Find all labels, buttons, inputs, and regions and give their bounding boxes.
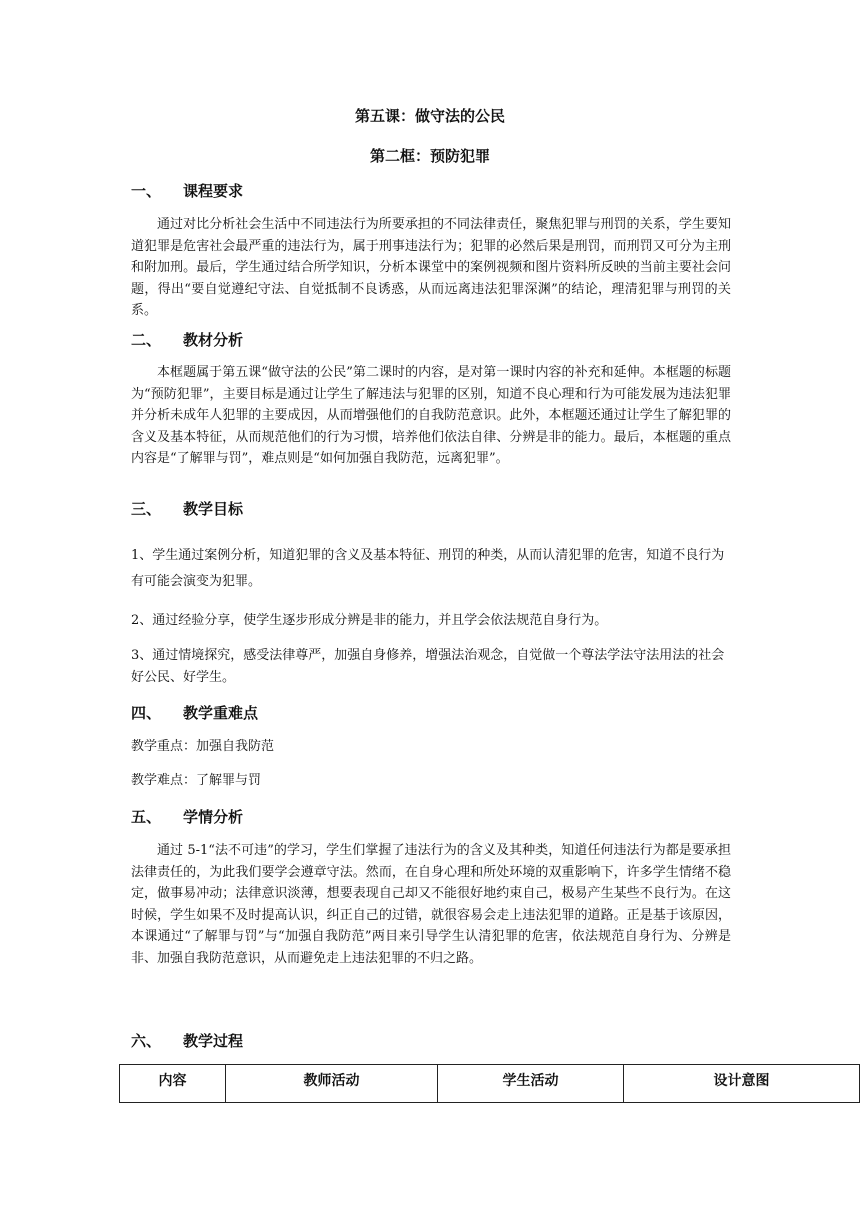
- objective-item: 3、通过情境探究，感受法律尊严，加强自身修养，增强法治观念，自觉做一个尊法学法守法用法的社会好公民、好学生。: [131, 648, 725, 685]
- table-header-row: [120, 1065, 860, 1103]
- section-number: 六、: [131, 1032, 162, 1050]
- section-paragraph: 本框题属于第五课“做守法的公民”第二课时的内容，是对第一课时内容的补充和延伸。本框题的标题为“预防犯罪”，主要目标是通过让学生了解违法与犯罪的区别，知道不良心理和行为可能发展为违法犯罪并分析未成年人犯罪的主要成因，从而增强他们的自我防范意识。此外，本框题还通过让学生了解犯罪的含义及基本特征，从而规范他们的行为习惯，培养他们依法自律、分辨是非的能力。最后，本框题的重点内容是“了解罪与罚”，难点则是“如何加强自我防范，远离犯罪”。: [131, 365, 731, 467]
- objective-item: 2、通过经验分享，使学生逐步形成分辨是非的能力，并且学会依法规范自身行为。: [131, 613, 608, 628]
- section-title: 教学过程: [183, 1032, 244, 1050]
- section-number: 一、: [131, 182, 162, 200]
- section-heading: [131, 329, 243, 350]
- section-paragraph: 通过 5-1“法不可违”的学习，学生们掌握了违法行为的含义及其种类，知道任何违法行为都是要承担法律责任的，为此我们要学会遵章守法。然而，在自身心理和所处环境的双重影响下，许多学生情绪不稳定，做事易冲动；法律意识淡薄，想要表现自己却又不能很好地约束自己，极易产生某些不良行为。在这时候，学生如果不及时提高认识，纠正自己的过错，就很容易会走上违法犯罪的道路。正是基于该原因，本课通过“了解罪与罚”与“加强自我防范”两目来引导学生认清犯罪的危害，依法规范自身行为、分辨是非、加强自我防范意识，从而避免走上违法犯罪的不归之路。: [131, 843, 731, 966]
- section-heading: [131, 498, 243, 519]
- column-header-student-activity: 学生活动: [438, 1065, 624, 1103]
- objective-item: 1、学生通过案例分析，知道犯罪的含义及基本特征、刑罚的种类，从而认清犯罪的危害，知道不良行为有可能会演变为犯罪。: [131, 548, 725, 589]
- section-heading: [131, 806, 243, 827]
- key-point: 教学重点：加强自我防范: [131, 739, 275, 754]
- section-number: 四、: [131, 704, 162, 722]
- column-header-design-intent: 设计意图: [624, 1065, 860, 1103]
- section-number: 五、: [131, 808, 162, 826]
- lesson-subtitle: 第二框：预防犯罪: [369, 147, 490, 165]
- section-title: 学情分析: [183, 808, 244, 826]
- section-heading: [131, 180, 243, 201]
- difficult-point: 教学难点：了解罪与罚: [131, 773, 262, 788]
- teaching-process-table: [119, 1064, 860, 1103]
- lesson-title: 第五课：做守法的公民: [354, 107, 505, 125]
- column-header-content: 内容: [120, 1065, 226, 1103]
- section-title: 教学目标: [183, 500, 244, 518]
- section-title: 课程要求: [183, 182, 244, 200]
- section-number: 二、: [131, 331, 162, 349]
- section-heading: [131, 702, 258, 723]
- section-title: 教材分析: [183, 331, 244, 349]
- section-title: 教学重难点: [183, 704, 259, 722]
- section-heading: [131, 1030, 243, 1051]
- section-number: 三、: [131, 500, 162, 518]
- column-header-teacher-activity: 教师活动: [226, 1065, 438, 1103]
- section-paragraph: 通过对比分析社会生活中不同违法行为所要承担的不同法律责任，聚焦犯罪与刑罚的关系，学生要知道犯罪是危害社会最严重的违法行为，属于刑事违法行为；犯罪的必然后果是刑罚，而刑罚又可分为主刑和附加刑。最后，学生通过结合所学知识，分析本课堂中的案例视频和图片资料所反映的当前主要社会问题，得出“要自觉遵纪守法、自觉抵制不良诱惑，从而远离违法犯罪深渊”的结论，理清犯罪与刑罚的关系。: [131, 217, 731, 319]
